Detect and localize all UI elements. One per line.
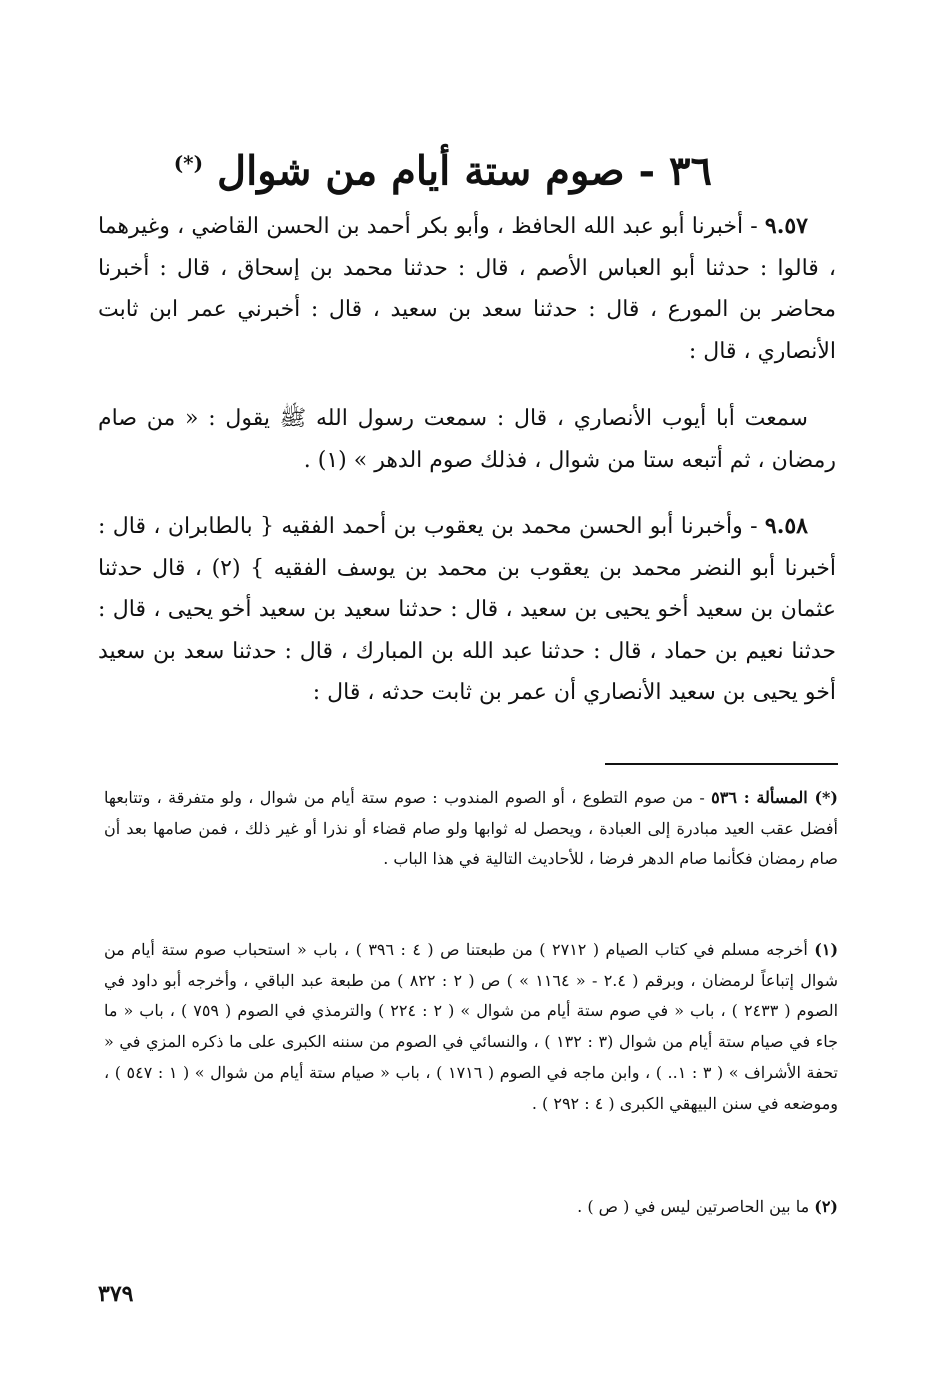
hadith-2-text-after-ref: ، قال حدثنا عثمان بن سعيد أخو يحيى بن سعيد ، قال : حدثنا سعيد بن سعيد أخو يحيى ، قال : حدثنا نعيم بن حماد ، قال : حدثنا عبد الله بن المبارك ، قال : حدثنا سعد بن سعيد أخو يحيى بن سعيد الأنصاري أن عمر بن ثابت حدثه ، قال : [98,555,836,705]
hadith-1-text: - أخبرنا أبو عبد الله الحافظ ، وأبو بكر أحمد بن الحسن القاضي ، وغيرهما ، قالوا : حدثنا أبو العباس الأصم ، قال : حدثنا محمد بن إسحاق ، قال : أخبرنا محاضر بن المورع ، قال : حدثنا سعد بن سعيد ، قال : أخبرني عمر ابن ثابت الأنصاري ، قال : [98,214,836,364]
chapter-title-marker: (*) [173,151,204,175]
hadith-1-matn-text: سمعت أبا أيوب الأنصاري ، قال : سمعت رسول الله ﷺ يقول : « من صام رمضان ، ثم أتبعه ستا من شوال ، فذلك صوم الدهر » [98,406,836,473]
page-number: ٣٧٩ [98,1281,134,1307]
hadith-1-number: ٩.٥٧ [764,213,808,239]
footnote-2-key: (٢) [814,1197,838,1216]
hadith-2-number: ٩.٥٨ [764,513,808,539]
hadith-1-footnote-ref[interactable]: (١) . [303,447,354,473]
hadith-1-isnad [98,206,836,372]
hadith-2-footnote-ref[interactable]: (٢) [202,555,251,581]
hadith-1-matn [98,398,836,481]
hadith-2-text-before-ref: - وأخبرنا أبو الحسن محمد بن يعقوب بن أحمد الفقيه { بالطابران ، قال : أخبرنا أبو النضر محمد بن يعقوب بن محمد بن يوسف الفقيه } [98,514,836,581]
footnote-star-key: (*) المسألة : ٥٣٦ [711,788,838,807]
chapter-title [173,138,712,196]
footnote-star [104,783,838,875]
footnote-1-key: (١) [814,940,839,959]
footnote-2 [104,1192,838,1223]
footnote-1 [104,935,838,1119]
footnote-1-text: أخرجه مسلم في كتاب الصيام ( ٢٧١٢ ) من طبعتنا ص ( ٤ : ٣٩٦ ) ، باب « استحباب صوم ستة أيام من شوال إتباعاً لرمضان ، وبرقم ( ٢.٤ - « ١١٦٤ » ) ص ( ٢ : ٨٢٢ ) من طبعة عبد الباقي ، وأخرجه أبو داود في الصوم ( ٢٤٣٣ ) ، باب « في صوم ستة أيام من شوال » ( ٢ : ٢٢٤ ) والترمذي في الصوم ( ٧٥٩ ) ، باب « ما جاء في صيام ستة أيام من شوال (٣ : ١٣٢ ) ، والنسائي في الصوم من سننه الكبرى على ما ذكره المزي في « تحفة الأشراف » ( ٣ : ١.. ) ، وابن ماجه في الصوم ( ١٧١٦ ) ، باب « صيام ستة أيام من شوال » ( ١ : ٥٤٧ ) ، وموضعه في سنن البيهقي الكبرى ( ٤ : ٢٩٢ ) . [104,940,839,1113]
footnote-star-text: - من صوم التطوع ، أو الصوم المندوب : صوم ستة أيام من شوال ، ولو متفرقة ، وتتابعها أفضل عقب العيد مبادرة إلى العبادة ، ويحصل له ثوابها ولو صام قضاء أو نذرا أو غير ذلك ، فمن صامها بعد أن صام رمضان فكأنما صام الدهر فرضا ، للأحاديث التالية في هذا الباب . [104,788,838,869]
footnote-divider [605,763,838,765]
footnote-2-text: ما بين الحاصرتين ليس في ( ص ) . [577,1197,815,1216]
hadith-2-isnad [98,506,836,714]
chapter-title-text: ٣٦ - صوم ستة أيام من شوال [217,147,712,195]
